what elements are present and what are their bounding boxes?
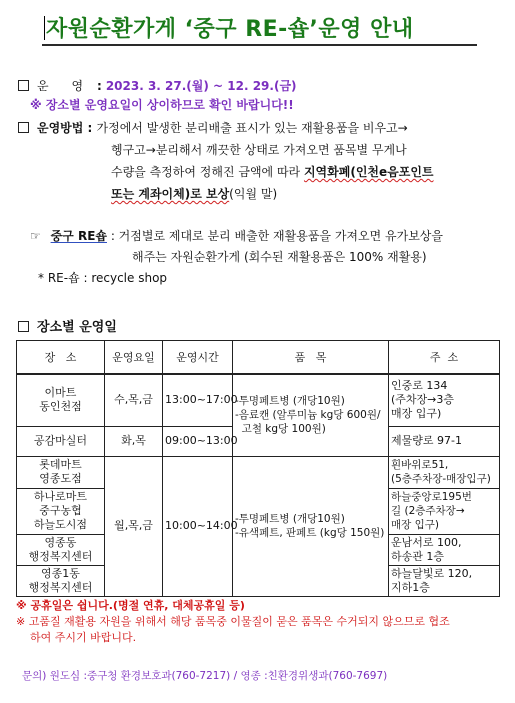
holiday-notice: ※ 공휴일은 쉽니다.(명절 연휴, 대체공휴일 등) bbox=[16, 599, 245, 612]
address-cell: 제물량로 97-1 bbox=[389, 426, 500, 456]
table-row bbox=[17, 456, 500, 488]
section-title: 장소별 운영일 bbox=[18, 316, 117, 335]
address-cell: 운남서로 100, 하송관 1층 bbox=[389, 534, 500, 565]
operation-method-text-1: 가정에서 발생한 분리배출 표시가 있는 재활용품을 비우고→ bbox=[96, 121, 408, 135]
reshop-description-line-1: ☞ 중구 RE숍 : 거점별로 제대로 분리 배출한 재활용품을 가져오면 유가보상을 bbox=[30, 229, 443, 243]
contact-footer: 문의) 원도심 :중구청 환경보호과(760-7217) / 영종 :친환경위생과(760-7697) bbox=[22, 670, 388, 682]
checkbox-square-icon bbox=[18, 321, 29, 332]
operation-method-line-1: 운영방법 : 가정에서 발생한 분리배출 표시가 있는 재활용품을 비우고→ bbox=[18, 120, 408, 136]
reshop-footnote: * RE-숍 : recycle shop bbox=[38, 271, 168, 285]
checkbox-square-icon bbox=[18, 122, 29, 133]
reshop-description-line-2: 해주는 자원순환가게 (회수된 재활용품은 100% 재활용) bbox=[132, 250, 427, 264]
place-cell: 영종1동 행정복지센터 bbox=[17, 565, 105, 596]
days-cell: 월,목,금 bbox=[105, 456, 163, 596]
operation-method-label: 운영방법 bbox=[37, 121, 84, 135]
operation-method-line-3: 수량을 측정하여 정해진 금액에 따라 지역화폐(인천e음포인트 bbox=[111, 165, 434, 179]
text-cursor bbox=[44, 16, 45, 40]
shop-schedule-table bbox=[16, 340, 500, 597]
operation-method-line-4: 또는 계좌이체)로 보상(익월 말) bbox=[111, 187, 278, 201]
title-underline bbox=[42, 44, 477, 46]
page-title: 자원순환가게 ‘중구 RE-숍’운영 안내 bbox=[46, 17, 414, 42]
pointing-hand-icon: ☞ bbox=[30, 229, 41, 243]
address-cell: 하늘중앙로195번 길 (2층주차장→ 매장 입구) bbox=[389, 488, 500, 534]
recycle-notice-line-2: 하여 주시기 바랍니다. bbox=[30, 631, 137, 644]
operation-period-label: 운 영 bbox=[37, 79, 84, 93]
place-cell: 하나로마트 중구농협 하늘도시점 bbox=[17, 488, 105, 534]
table-header-time: 운영시간 bbox=[163, 341, 233, 375]
place-cell: 영종동 행정복지센터 bbox=[17, 534, 105, 565]
table-header-row bbox=[17, 341, 500, 375]
reshop-name: 중구 RE숍 bbox=[50, 229, 107, 243]
table-header-address: 주 소 bbox=[389, 341, 500, 375]
days-cell: 화,목 bbox=[105, 426, 163, 456]
time-cell: 10:00~14:00 bbox=[163, 456, 233, 596]
items-cell: -투명페트병 (개당10원) -음료캔 (알루미늄 kg당 600원/ 고철 kg당 100원) bbox=[233, 374, 389, 456]
reward-method-text: 지역화폐(인천e음포인트 bbox=[303, 165, 434, 179]
time-cell: 13:00~17:00 bbox=[163, 374, 233, 426]
items-cell: -투명페트병 (개당10원) -유색페트, 판페트 (kg당 150원) bbox=[233, 456, 389, 596]
table-header-items: 품 목 bbox=[233, 341, 389, 375]
address-cell: 인중로 134 (주차장→3층 매장 입구) bbox=[389, 374, 500, 426]
operation-method-text-2: 헹구고→분리해서 깨끗한 상태로 가져오면 품목별 무게나 bbox=[111, 143, 407, 157]
address-cell: 하늘달빛로 120, 지하1층 bbox=[389, 565, 500, 596]
operation-period-line: 운 영 : 2023. 3. 27.(월) ~ 12. 29.(금) bbox=[18, 78, 297, 94]
address-cell: 흰바위로51, (5층주차장-매장입구) bbox=[389, 456, 500, 488]
table-header-place: 장 소 bbox=[17, 341, 105, 375]
operation-period-value: 2023. 3. 27.(월) ~ 12. 29.(금) bbox=[105, 79, 297, 93]
recycle-notice-line-1: ※ 고품질 재활용 자원을 위해서 해당 품목중 이물질이 묻은 품목은 수거되지 않으므로 협조 bbox=[16, 615, 450, 628]
checkbox-square-icon bbox=[18, 80, 29, 91]
table-header-days: 운영요일 bbox=[105, 341, 163, 375]
days-cell: 수,목,금 bbox=[105, 374, 163, 426]
notice-hours: ※ 장소별 운영요일이 상이하므로 확인 바랍니다!! bbox=[30, 98, 294, 112]
place-cell: 이마트 동인천점 bbox=[17, 374, 105, 426]
place-cell: 공감마실터 bbox=[17, 426, 105, 456]
place-cell: 롯데마트 영종도점 bbox=[17, 456, 105, 488]
time-cell: 09:00~13:00 bbox=[163, 426, 233, 456]
table-row bbox=[17, 374, 500, 426]
